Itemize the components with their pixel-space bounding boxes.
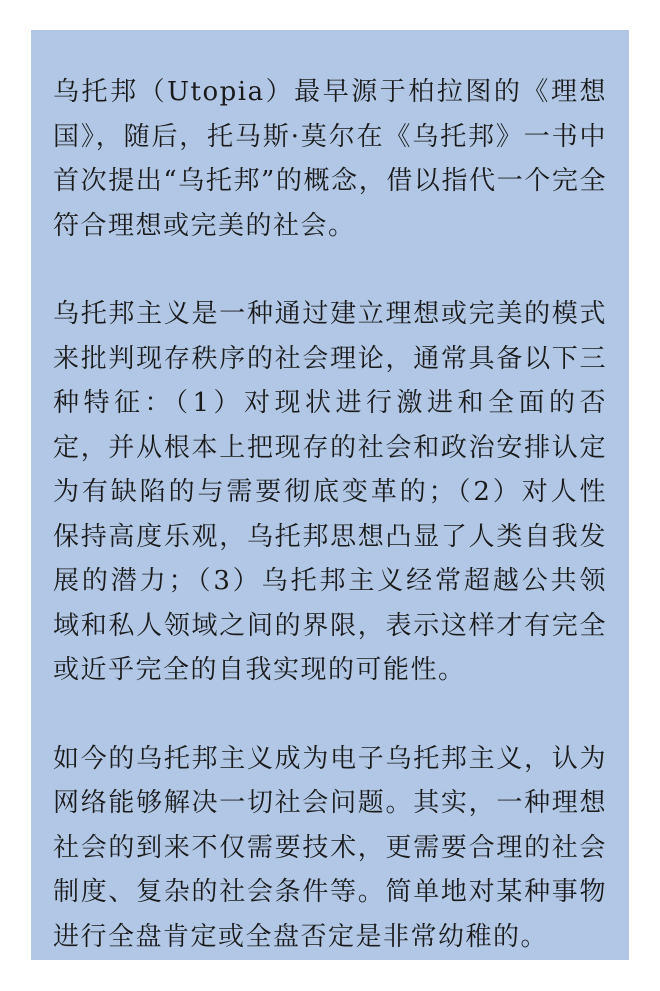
paragraph-utopia-origin: 乌托邦（Utopia）最早源于柏拉图的《理想国》，随后，托马斯·莫尔在《乌托邦》一书中首次提出“乌托邦”的概念，借以指代一个完全符合理想或完美的社会。 — [53, 77, 607, 241]
paragraph-electronic-utopianism: 如今的乌托邦主义成为电子乌托邦主义，认为网络能够解决一切社会问题。其实，一种理想社会的到来不仅需要技术，更需要合理的社会制度、复杂的社会条件等。简单地对某种事物进行全盘肯定或全盘否定是非常幼稚的。 — [53, 743, 607, 952]
text-card — [31, 30, 629, 960]
paragraph-utopianism-features: 乌托邦主义是一种通过建立理想或完美的模式来批判现存秩序的社会理论，通常具备以下三种特征：（1）对现状进行激进和全面的否定，并从根本上把现存的社会和政治安排认定为有缺陷的与需要彻底变革的；（2）对人性保持高度乐观，乌托邦思想凸显了人类自我发展的潜力；（3）乌托邦主义经常超越公共领域和私人领域之间的界限，表示这样才有完全或近乎完全的自我实现的可能性。 — [53, 299, 607, 685]
